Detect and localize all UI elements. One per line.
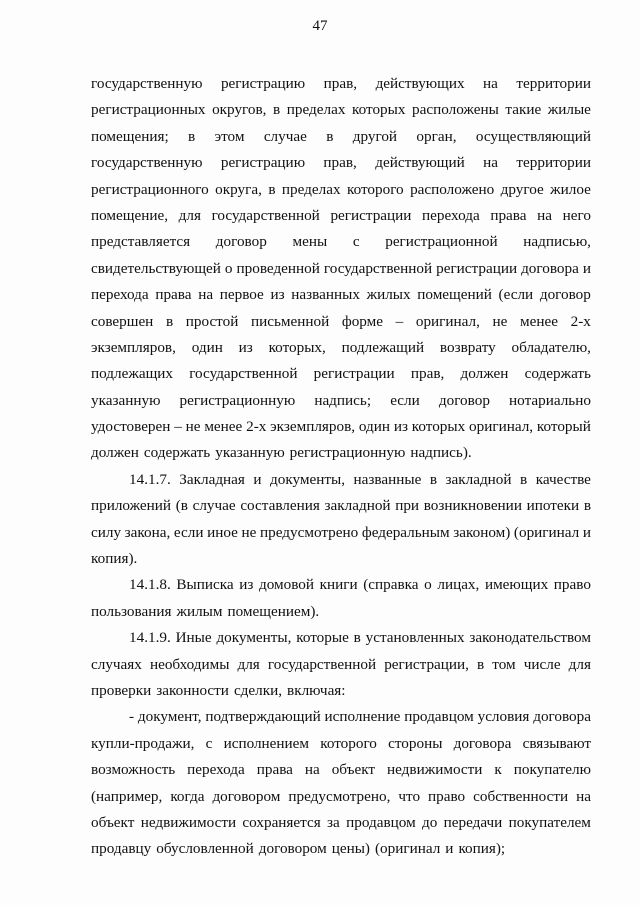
text-line: удостоверен – не менее 2-х экземпляров, один из которых оригинал, который <box>91 418 591 436</box>
text-line: свидетельствующей о проведенной государственной регистрации договора и <box>91 259 591 277</box>
text-line: 14.1.8. Выписка из домовой книги (справка о лицах, имеющих право <box>129 576 591 594</box>
text-line: возможность перехода права на объект недвижимости к покупателю <box>91 761 591 779</box>
text-line: экземпляров, один из которых, подлежащий возврату обладателю, <box>91 338 591 356</box>
text-line: представляется договор мены с регистрационной надписью, <box>91 233 591 251</box>
text-line: 14.1.9. Иные документы, которые в установленных законодательством <box>129 629 591 647</box>
text-line: должен содержать указанную регистрационную надпись). <box>91 444 472 462</box>
text-line: пользования жилым помещением). <box>91 602 320 620</box>
text-line: проверки законности сделки, включая: <box>91 681 346 699</box>
text-line: приложений (в случае составления закладной при возникновении ипотеки в <box>91 497 591 515</box>
text-line: - документ, подтверждающий исполнение продавцом условия договора <box>129 708 591 726</box>
text-line: государственную регистрацию прав, действующих на территории <box>91 75 591 92</box>
text-line: подлежащих государственной регистрации прав, должен содержать <box>91 365 591 383</box>
text-line: помещения; в этом случае в другой орган, осуществляющий <box>91 127 591 145</box>
document-body <box>91 71 591 863</box>
text-line: силу закона, если иное не предусмотрено федеральным законом) (оригинал и <box>91 523 591 541</box>
text-line: государственную регистрацию прав, действующий на территории <box>91 154 591 172</box>
text-line: объект недвижимости сохраняется за продавцом до передачи покупателем <box>91 813 591 831</box>
text-line: копия). <box>91 550 138 568</box>
text-line: регистрационных округов, в пределах которых расположены такие жилые <box>91 101 591 119</box>
text-line: регистрационного округа, в пределах которого расположено другое жилое <box>91 180 591 198</box>
text-line: перехода права на первое из названных жилых помещений (если договор <box>91 286 591 304</box>
text-line: продавцу обусловленной договором цены) (оригинал и копия); <box>91 840 506 858</box>
text-line: случаях необходимы для государственной регистрации, в том числе для <box>91 655 591 673</box>
page-number: 47 <box>312 18 328 34</box>
text-line: указанную регистрационную надпись; если договор нотариально <box>91 391 591 409</box>
text-line: купли-продажи, с исполнением которого стороны договора связывают <box>91 734 591 752</box>
text-line: помещение, для государственной регистрации перехода права на него <box>91 206 591 224</box>
text-line: 14.1.7. Закладная и документы, названные в закладной в качестве <box>129 470 591 488</box>
text-line: совершен в простой письменной форме – оригинал, не менее 2-х <box>91 312 591 330</box>
text-line: (например, когда договором предусмотрено, что право собственности на <box>91 787 591 805</box>
